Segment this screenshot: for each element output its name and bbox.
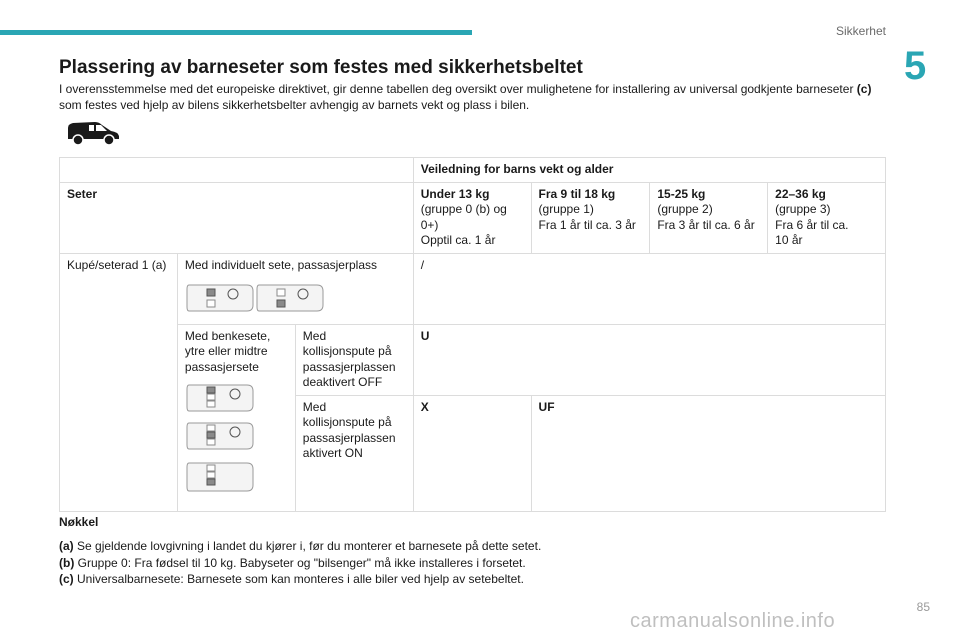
key-marker: (b) (59, 555, 75, 570)
row-label: Kupé/seterad 1 (a) (60, 253, 178, 511)
key-item (59, 555, 889, 572)
child-seat-table (59, 157, 886, 512)
key-marker: (a) (59, 539, 74, 553)
car-seat-layout-icon (185, 383, 257, 495)
group-line: (gruppe 1) (538, 202, 594, 216)
individual-seat-cell (177, 253, 413, 324)
table-row (60, 182, 886, 253)
group-line: Fra 6 år til ca. (775, 217, 849, 232)
section-name: Sikkerhet (835, 24, 886, 38)
airbag-off-line: kollisjonspute på (302, 344, 392, 358)
key-title: Nøkkel (59, 515, 99, 529)
bench-seat-line: passasjersete (184, 359, 259, 374)
airbag-on-line: kollisjonspute på (302, 415, 392, 429)
airbag-on-line: passasjerplassen (302, 430, 396, 445)
airbag-on-cell (295, 395, 413, 511)
bench-seat-line: ytre eller midtre (184, 344, 268, 358)
watermark: carmanualsonline.info (630, 610, 836, 632)
group-weight: Under 13 kg (420, 186, 490, 201)
key-marker: (c) (59, 572, 74, 586)
van-icon (65, 119, 121, 152)
airbag-on-value-1: X (413, 395, 531, 511)
guide-header: Veiledning for barns vekt og alder (413, 158, 885, 183)
group-cell (768, 182, 886, 253)
bench-seat-cell (177, 324, 295, 511)
key-text: Gruppe 0: Fra fødsel til 10 kg. Babyseter og "bilsenger" må ikke installeres i forsetet. (74, 555, 526, 570)
table-cell (60, 158, 414, 183)
table-row (60, 324, 886, 395)
airbag-on-value-2: UF (531, 395, 885, 511)
intro-paragraph (59, 81, 885, 113)
car-seat-layout-icon (185, 281, 325, 315)
group-weight: 15-25 kg (657, 186, 706, 201)
group-cell (531, 182, 650, 253)
airbag-off-value: U (413, 324, 885, 395)
group-line: (gruppe 3) (775, 202, 831, 216)
group-line: Fra 1 år til ca. 3 år (538, 217, 636, 232)
key-item (59, 571, 889, 588)
individual-seat-label: Med individuelt sete, passasjerplass (184, 257, 377, 272)
header-accent-bar (0, 30, 472, 35)
group-line: (gruppe 0 (b) og (420, 202, 507, 216)
group-cell (650, 182, 768, 253)
seats-label: Seter (60, 182, 414, 253)
airbag-off-line: passasjerplassen (302, 359, 396, 374)
airbag-off-line: deaktivert OFF (302, 375, 383, 389)
key-text: Universalbarnesete: Barnesete som kan monteres i alle biler ved hjelp av setebeltet. (73, 572, 524, 586)
page-number: 85 (916, 600, 930, 614)
group-line: 0+) (420, 217, 439, 232)
airbag-off-cell (295, 324, 413, 395)
group-weight: 22–36 kg (775, 186, 826, 201)
airbag-on-line: Med (302, 399, 327, 414)
group-line: Fra 3 år til ca. 6 år (657, 217, 755, 232)
key-item (59, 538, 889, 555)
intro-text: I overensstemmelse med det europeiske direktivet, gir denne tabellen deg oversikt over mulighetene for installering av universal godkjente barneseter (59, 82, 857, 96)
group-weight: Fra 9 til 18 kg (538, 186, 616, 201)
page-title: Plassering av barneseter som festes med sikkerhetsbeltet (59, 57, 583, 78)
bench-seat-line: Med benkesete, (184, 328, 271, 343)
airbag-on-line: aktivert ON (302, 446, 363, 460)
key-text: Se gjeldende lovgivning i landet du kjører i, før du monterer et barnesete på dette setet. (73, 539, 542, 553)
group-line: (gruppe 2) (657, 202, 713, 216)
group-cell (413, 182, 531, 253)
table-row (60, 158, 886, 183)
group-line: Opptil ca. 1 år (420, 233, 496, 247)
key-list (59, 538, 889, 588)
intro-text-end: som festes ved hjelp av bilens sikkerhetsbelter avhengig av barnets vekt og plass i bilen. (59, 98, 530, 112)
intro-marker: (c) (856, 82, 872, 96)
airbag-off-line: Med (302, 328, 327, 343)
table-row (60, 253, 886, 324)
chapter-number: 5 (904, 44, 927, 88)
individual-seat-value: / (413, 253, 885, 324)
group-line: 10 år (775, 233, 803, 247)
